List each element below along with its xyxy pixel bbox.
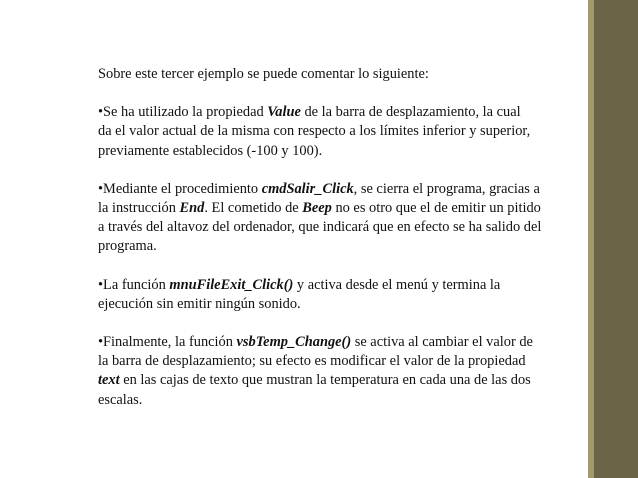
keyword-vsbtemp-change: vsbTemp_Change()	[236, 334, 352, 351]
bullet-glyph: •	[98, 334, 104, 351]
text-line	[98, 371, 598, 390]
text-run: La función	[103, 276, 170, 293]
text-run: . El cometido de	[204, 200, 303, 217]
text-line: ejecución sin emitir ningún sonido.	[98, 295, 301, 312]
decorative-band-main	[594, 0, 638, 478]
text-run: , se cierra el programa, gracias a	[353, 180, 540, 197]
keyword-cmdsalir-click: cmdSalir_Click	[261, 180, 354, 197]
intro-paragraph: Sobre este tercer ejemplo se puede comentar lo siguiente:	[98, 66, 429, 82]
text-run: Finalmente, la función	[103, 334, 237, 351]
bullet-vsbtemp-change	[98, 333, 598, 410]
slide-body	[98, 65, 598, 429]
bullet-cmdsalir	[98, 180, 598, 257]
text-line: escalas.	[98, 391, 143, 408]
bullet-value-property	[98, 103, 598, 161]
bullet-line	[98, 333, 598, 352]
text-line: la barra de desplazamiento; su efecto es modificar el valor de la propiedad	[98, 353, 526, 370]
bullet-glyph: •	[98, 276, 104, 293]
bullet-mnufileexit	[98, 276, 598, 314]
text-run: y activa desde el menú y termina la	[293, 276, 501, 293]
bullet-glyph: •	[98, 104, 104, 121]
bullet-line	[98, 276, 598, 295]
bullet-glyph: •	[98, 180, 104, 197]
text-run: de la barra de desplazamiento, la cual	[300, 104, 521, 121]
keyword-beep: Beep	[302, 200, 332, 217]
keyword-text: text	[98, 372, 120, 389]
text-run: Mediante el procedimiento	[103, 180, 262, 197]
text-line: programa.	[98, 238, 157, 255]
text-line	[98, 199, 598, 218]
text-run: la instrucción	[98, 200, 180, 217]
keyword-end: End	[179, 200, 205, 217]
text-run: en las cajas de texto que mustran la temperatura en cada una de las dos	[119, 372, 531, 389]
text-run: Se ha utilizado la propiedad	[103, 104, 268, 121]
text-run: se activa al cambiar el valor de	[351, 334, 533, 351]
keyword-mnufileexit-click: mnuFileExit_Click()	[169, 276, 294, 293]
text-run: no es otro que el de emitir un pitido	[331, 200, 541, 217]
text-line: da el valor actual de la misma con respecto a los límites inferior y superior,	[98, 123, 531, 140]
bullet-line	[98, 180, 598, 199]
text-line: a través del altavoz del ordenador, que indicará que en efecto se ha salido del	[98, 219, 542, 236]
keyword-value: Value	[267, 104, 301, 121]
bullet-line	[98, 103, 598, 122]
text-line: previamente establecidos (-100 y 100).	[98, 142, 323, 159]
